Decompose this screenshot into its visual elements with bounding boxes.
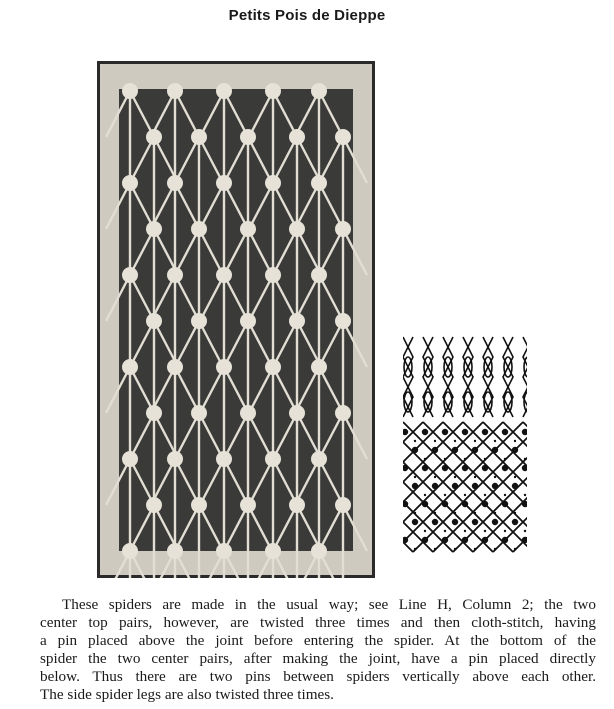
pin-dot [474,440,476,442]
pin-dot [434,548,436,550]
pin-dot [492,483,498,489]
pin-dot [414,440,416,442]
spider-motif [191,129,207,145]
pin-dot [422,429,428,435]
lace-photograph [97,61,375,578]
pin-dot [482,465,488,471]
spider-motif [167,175,183,191]
pin-dot [524,494,526,496]
spider-motif [146,405,162,421]
spider-motif [265,267,281,283]
spider-motif [289,129,305,145]
diagram-thread [413,422,527,552]
spider-motif [265,451,281,467]
pin-dot [482,537,488,543]
pin-dot [434,440,436,442]
spider-motif [216,175,232,191]
pin-dot [502,465,508,471]
spider-motif [240,405,256,421]
pin-dot [524,458,526,460]
spider-motif [240,313,256,329]
spider-motif [289,497,305,513]
pin-dot [524,530,526,532]
spider-motif [216,83,232,99]
pin-dot [484,494,486,496]
text-line: below. Thus there are two pins between spiders vertically above each other. [40,668,596,685]
spider-motif [335,405,351,421]
pin-dot [514,512,516,514]
pin-dot [414,548,416,550]
pin-dot [492,447,498,453]
pin-dot [514,476,516,478]
pin-dot [442,429,448,435]
pin-dot [472,483,478,489]
pin-dot [482,501,488,507]
pin-dot [494,476,496,478]
pin-dot [462,465,468,471]
spider-motif [335,497,351,513]
pin-dot [424,494,426,496]
spider-motif [216,543,232,559]
spider-motif [335,221,351,237]
pin-dot [492,519,498,525]
spider-motif [167,543,183,559]
spider-motif [122,359,138,375]
pin-dot [454,476,456,478]
pin-dot [512,483,518,489]
pin-dot [442,465,448,471]
pin-dot [504,458,506,460]
spider-motif [122,175,138,191]
spider-motif [216,359,232,375]
spider-motif [216,267,232,283]
pin-dot [494,512,496,514]
page-title: Petits Pois de Dieppe [228,7,386,24]
pin-dot [414,476,416,478]
spider-motif [146,497,162,513]
spider-motif [167,83,183,99]
pin-dot [494,548,496,550]
spider-motif [265,543,281,559]
text-line: center top pairs, however, are twisted three times and then cloth-stitch, having [40,614,596,631]
pin-dot [432,447,438,453]
pin-dot [474,548,476,550]
spider-motif [265,83,281,99]
spider-motif [216,451,232,467]
spider-motif [122,543,138,559]
pin-dot [512,519,518,525]
text-line: These spiders are made in the usual way; see Line H, Column 2; the two [62,596,596,613]
pin-dot [514,548,516,550]
pin-dot [484,458,486,460]
spider-motif [167,359,183,375]
pin-dot [512,447,518,453]
spider-motif [311,83,327,99]
text-line: a pin placed above the joint before entering the spider. At the bottom of the [40,632,596,649]
pin-dot [442,501,448,507]
spider-motif [146,221,162,237]
pin-dot [452,483,458,489]
spider-motif [122,267,138,283]
pin-dot [444,458,446,460]
pin-dot [454,548,456,550]
pin-dot [424,458,426,460]
pin-dot [442,537,448,543]
text-line: spider the two center pairs, after making the joint, have a pin placed directly [40,650,596,667]
pin-dot [462,537,468,543]
pin-dot [422,465,428,471]
pin-dot [472,519,478,525]
spider-motif [191,497,207,513]
spider-motif [289,221,305,237]
spider-motif [311,267,327,283]
pin-dot [434,476,436,478]
pin-dot [522,429,527,435]
spider-motif [335,129,351,145]
pin-dot [432,483,438,489]
pin-dot [412,483,418,489]
pin-dot [464,458,466,460]
pin-dot [452,519,458,525]
pin-dot [462,501,468,507]
pin-dot [403,429,408,435]
diagram-thread [483,422,527,552]
pin-dot [472,447,478,453]
pin-dot [474,512,476,514]
spider-motif [191,313,207,329]
pin-dot [452,447,458,453]
pin-dot [502,501,508,507]
pin-dot [412,519,418,525]
pin-dot [474,476,476,478]
spider-motif [122,451,138,467]
spider-motif [240,129,256,145]
spider-motif [146,129,162,145]
pin-dot [464,530,466,532]
spider-motif [335,313,351,329]
pin-dot [444,494,446,496]
spider-motif [289,313,305,329]
pin-dot [504,494,506,496]
spider-motif [122,83,138,99]
pin-dot [454,440,456,442]
pin-dot [464,494,466,496]
pin-dot [432,519,438,525]
pin-dot [494,440,496,442]
spider-motif [311,359,327,375]
lace-pricking-diagram [403,332,527,562]
pin-dot [434,512,436,514]
spider-motif [265,359,281,375]
spider-motif [311,175,327,191]
text-line: The side spider legs are also twisted three times. [40,686,334,703]
pin-dot [422,537,428,543]
pin-dot [484,530,486,532]
instruction-paragraph [40,596,596,704]
pin-dot [462,429,468,435]
pin-dot [502,429,508,435]
spider-motif [191,221,207,237]
pin-dot [414,512,416,514]
spider-motif [240,497,256,513]
spider-motif [289,405,305,421]
pin-dot [422,501,428,507]
pin-dot [482,429,488,435]
spider-motif [191,405,207,421]
pin-dot [412,447,418,453]
spider-motif [167,267,183,283]
pin-dot [504,530,506,532]
pin-dot [454,512,456,514]
pin-dot [444,530,446,532]
diagram-loop [524,357,527,377]
pin-dot [424,530,426,532]
pin-dot [502,537,508,543]
spider-motif [311,543,327,559]
spider-motif [146,313,162,329]
pin-dot [514,440,516,442]
spider-motif [265,175,281,191]
pin-dot [522,465,527,471]
spider-motif [167,451,183,467]
spider-motif [311,451,327,467]
spider-motif [240,221,256,237]
